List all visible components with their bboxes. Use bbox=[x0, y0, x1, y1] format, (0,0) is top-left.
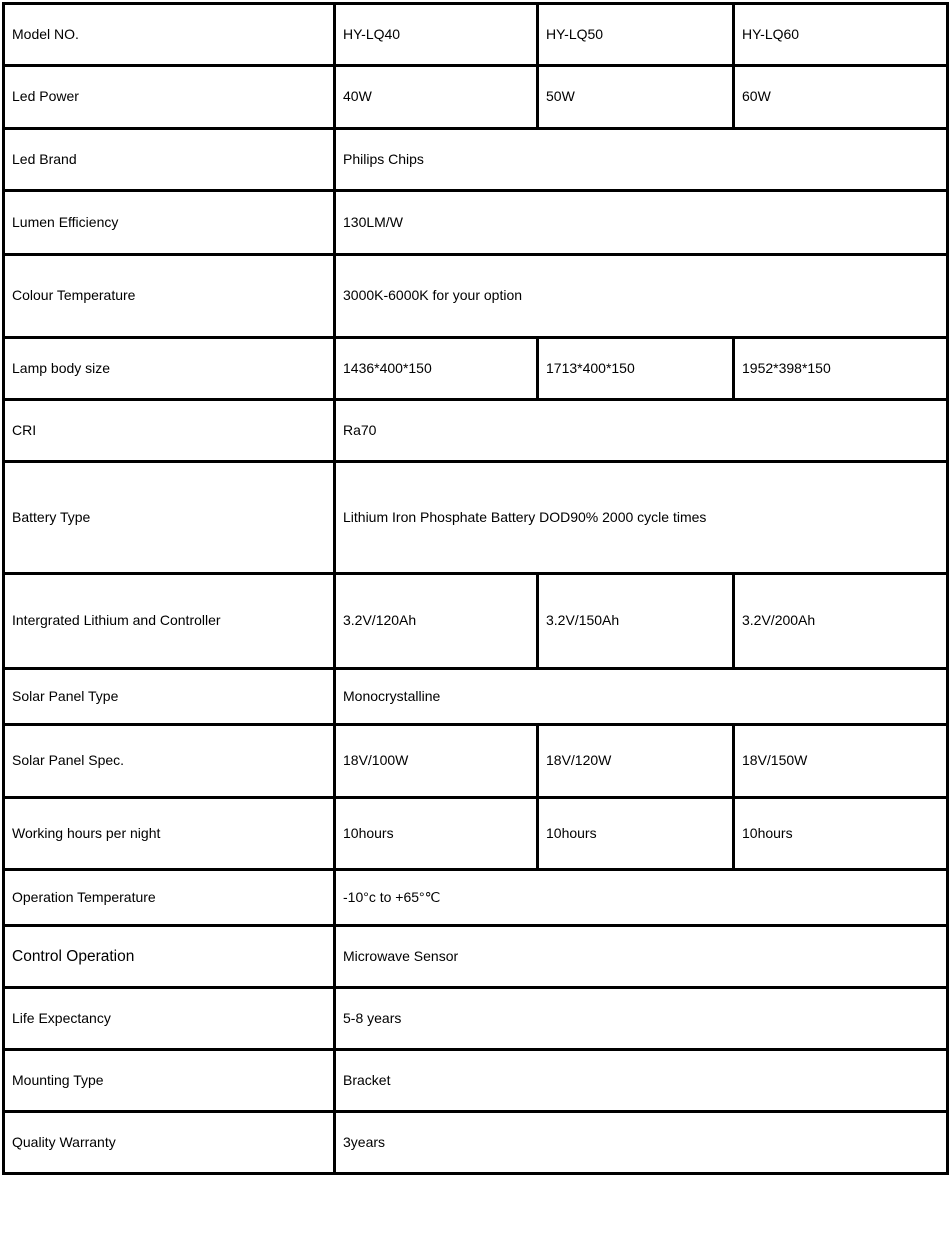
spec-value-cell: 1952*398*150 bbox=[734, 338, 948, 400]
spec-value-cell: 1713*400*150 bbox=[538, 338, 734, 400]
spec-row-label: Intergrated Lithium and Controller bbox=[4, 574, 335, 669]
spec-row-label: Battery Type bbox=[4, 462, 335, 574]
spec-value-cell: 40W bbox=[335, 66, 538, 129]
spec-value-cell: 18V/120W bbox=[538, 725, 734, 798]
table-row bbox=[4, 574, 948, 669]
table-row bbox=[4, 129, 948, 191]
spec-row-label: Quality Warranty bbox=[4, 1112, 335, 1174]
table-row bbox=[4, 798, 948, 870]
spec-value-cell: 130LM/W bbox=[335, 191, 948, 255]
table-row bbox=[4, 870, 948, 926]
spec-value-cell: Lithium Iron Phosphate Battery DOD90% 2000 cycle times bbox=[335, 462, 948, 574]
spec-row-label: Operation Temperature bbox=[4, 870, 335, 926]
spec-value-cell: HY-LQ60 bbox=[734, 4, 948, 66]
table-row bbox=[4, 255, 948, 338]
spec-row-label: Model NO. bbox=[4, 4, 335, 66]
table-row bbox=[4, 926, 948, 988]
spec-value-cell: 18V/150W bbox=[734, 725, 948, 798]
spec-row-label: Solar Panel Type bbox=[4, 669, 335, 725]
spec-row-label: Mounting Type bbox=[4, 1050, 335, 1112]
spec-value-cell: 3years bbox=[335, 1112, 948, 1174]
spec-row-label: Colour Temperature bbox=[4, 255, 335, 338]
table-row bbox=[4, 66, 948, 129]
spec-value-cell: Ra70 bbox=[335, 400, 948, 462]
spec-value-cell: 5-8 years bbox=[335, 988, 948, 1050]
spec-row-label: Solar Panel Spec. bbox=[4, 725, 335, 798]
spec-value-cell: HY-LQ40 bbox=[335, 4, 538, 66]
spec-table-body bbox=[4, 4, 948, 1174]
spec-value-cell: 3.2V/120Ah bbox=[335, 574, 538, 669]
spec-value-cell: Microwave Sensor bbox=[335, 926, 948, 988]
spec-value-cell: 3.2V/200Ah bbox=[734, 574, 948, 669]
spec-row-label: Control Operation bbox=[4, 926, 335, 988]
spec-value-cell: 60W bbox=[734, 66, 948, 129]
spec-value-cell: Monocrystalline bbox=[335, 669, 948, 725]
table-row bbox=[4, 1112, 948, 1174]
table-row bbox=[4, 725, 948, 798]
spec-value-cell: 10hours bbox=[538, 798, 734, 870]
spec-value-cell: Philips Chips bbox=[335, 129, 948, 191]
spec-row-label: Led Power bbox=[4, 66, 335, 129]
spec-value-cell: Bracket bbox=[335, 1050, 948, 1112]
spec-value-cell: 10hours bbox=[335, 798, 538, 870]
spec-row-label: Working hours per night bbox=[4, 798, 335, 870]
table-row bbox=[4, 988, 948, 1050]
spec-value-cell: 10hours bbox=[734, 798, 948, 870]
table-row bbox=[4, 191, 948, 255]
spec-value-cell: 18V/100W bbox=[335, 725, 538, 798]
table-row bbox=[4, 669, 948, 725]
spec-value-cell: 50W bbox=[538, 66, 734, 129]
spec-value-cell: -10°c to +65°℃ bbox=[335, 870, 948, 926]
spec-value-cell: 3000K-6000K for your option bbox=[335, 255, 948, 338]
spec-row-label: Lamp body size bbox=[4, 338, 335, 400]
spec-value-cell: 3.2V/150Ah bbox=[538, 574, 734, 669]
table-row bbox=[4, 4, 948, 66]
table-row bbox=[4, 462, 948, 574]
spec-value-cell: 1436*400*150 bbox=[335, 338, 538, 400]
table-row bbox=[4, 1050, 948, 1112]
spec-row-label: Led Brand bbox=[4, 129, 335, 191]
spec-row-label: Life Expectancy bbox=[4, 988, 335, 1050]
spec-row-label: CRI bbox=[4, 400, 335, 462]
table-row bbox=[4, 400, 948, 462]
spec-table bbox=[2, 2, 949, 1175]
spec-row-label: Lumen Efficiency bbox=[4, 191, 335, 255]
table-row bbox=[4, 338, 948, 400]
spec-value-cell: HY-LQ50 bbox=[538, 4, 734, 66]
